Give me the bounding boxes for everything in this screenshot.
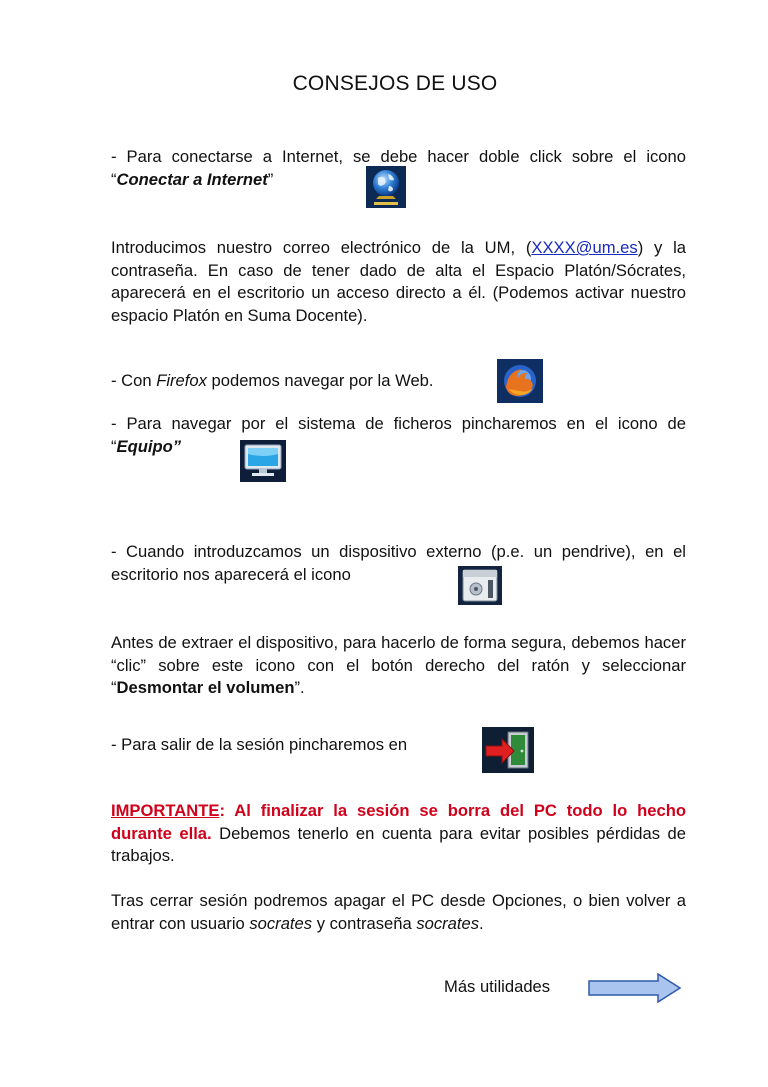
username-value: socrates — [249, 913, 313, 933]
paragraph-unmount: Antes de extraer el dispositivo, para hacerlo de forma segura, debemos hacer “clic” sobre este icono con el botón derecho del ratón y seleccionar “Desmontar el volumen”. — [111, 633, 686, 697]
connect-internet-label: Conectar a Internet — [116, 169, 268, 189]
important-label: IMPORTANTE — [111, 801, 220, 820]
paragraph-equipo: - Para navegar por el sistema de ficheros pincharemos en el icono de “Equipo” — [111, 414, 686, 456]
logout-exit-icon[interactable] — [482, 727, 534, 773]
firefox-icon[interactable] — [497, 359, 543, 403]
page-title: CONSEJOS DE USO — [292, 72, 498, 95]
more-utilities-label[interactable]: Más utilidades — [444, 977, 551, 996]
usb-drive-icon[interactable] — [458, 566, 502, 605]
unmount-volume-label: Desmontar el volumen — [116, 678, 295, 697]
paragraph-firefox: - Con Firefox podemos navegar por la Web. — [111, 371, 434, 390]
paragraph-important: IMPORTANTE: Al finalizar la sesión se borra del PC todo lo hecho durante ella. Debemos tenerlo en cuenta para evitar posibles pérdidas de trabajos. — [111, 801, 687, 865]
warning-text: Al finalizar la sesión se borra del PC todo lo hecho durante ella. — [111, 801, 686, 843]
password-value: socrates — [416, 913, 480, 933]
paragraph-external-device: - Cuando introduzcamos un dispositivo externo (p.e. un pendrive), en el escritorio nos aparecerá el icono — [111, 542, 686, 584]
computer-monitor-icon[interactable] — [240, 440, 286, 482]
globe-internet-icon[interactable] — [366, 166, 406, 208]
equipo-label: Equipo” — [116, 436, 182, 456]
paragraph-email-login: Introducimos nuestro correo electrónico de la UM, (XXXX@um.es) y la contraseña. En caso de tener dado de alta el Espacio Platón/Sócrates, aparecerá en el escritorio un acceso directo a él. (Podemos activar nuestro espacio Platón en Suma Docente). — [111, 238, 686, 325]
firefox-label: Firefox — [156, 371, 207, 390]
right-arrow-icon[interactable] — [588, 973, 682, 1003]
email-link[interactable]: XXXX@um.es — [531, 238, 638, 257]
paragraph-shutdown: Tras cerrar sesión podremos apagar el PC desde Opciones, o bien volver a entrar con usuario socrates y contraseña socrates. — [111, 891, 686, 933]
paragraph-logout: - Para salir de la sesión pincharemos en — [111, 735, 408, 754]
paragraph-connect-internet: - Para conectarse a Internet, se debe hacer doble click sobre el icono “Conectar a Internet” — [111, 147, 686, 189]
